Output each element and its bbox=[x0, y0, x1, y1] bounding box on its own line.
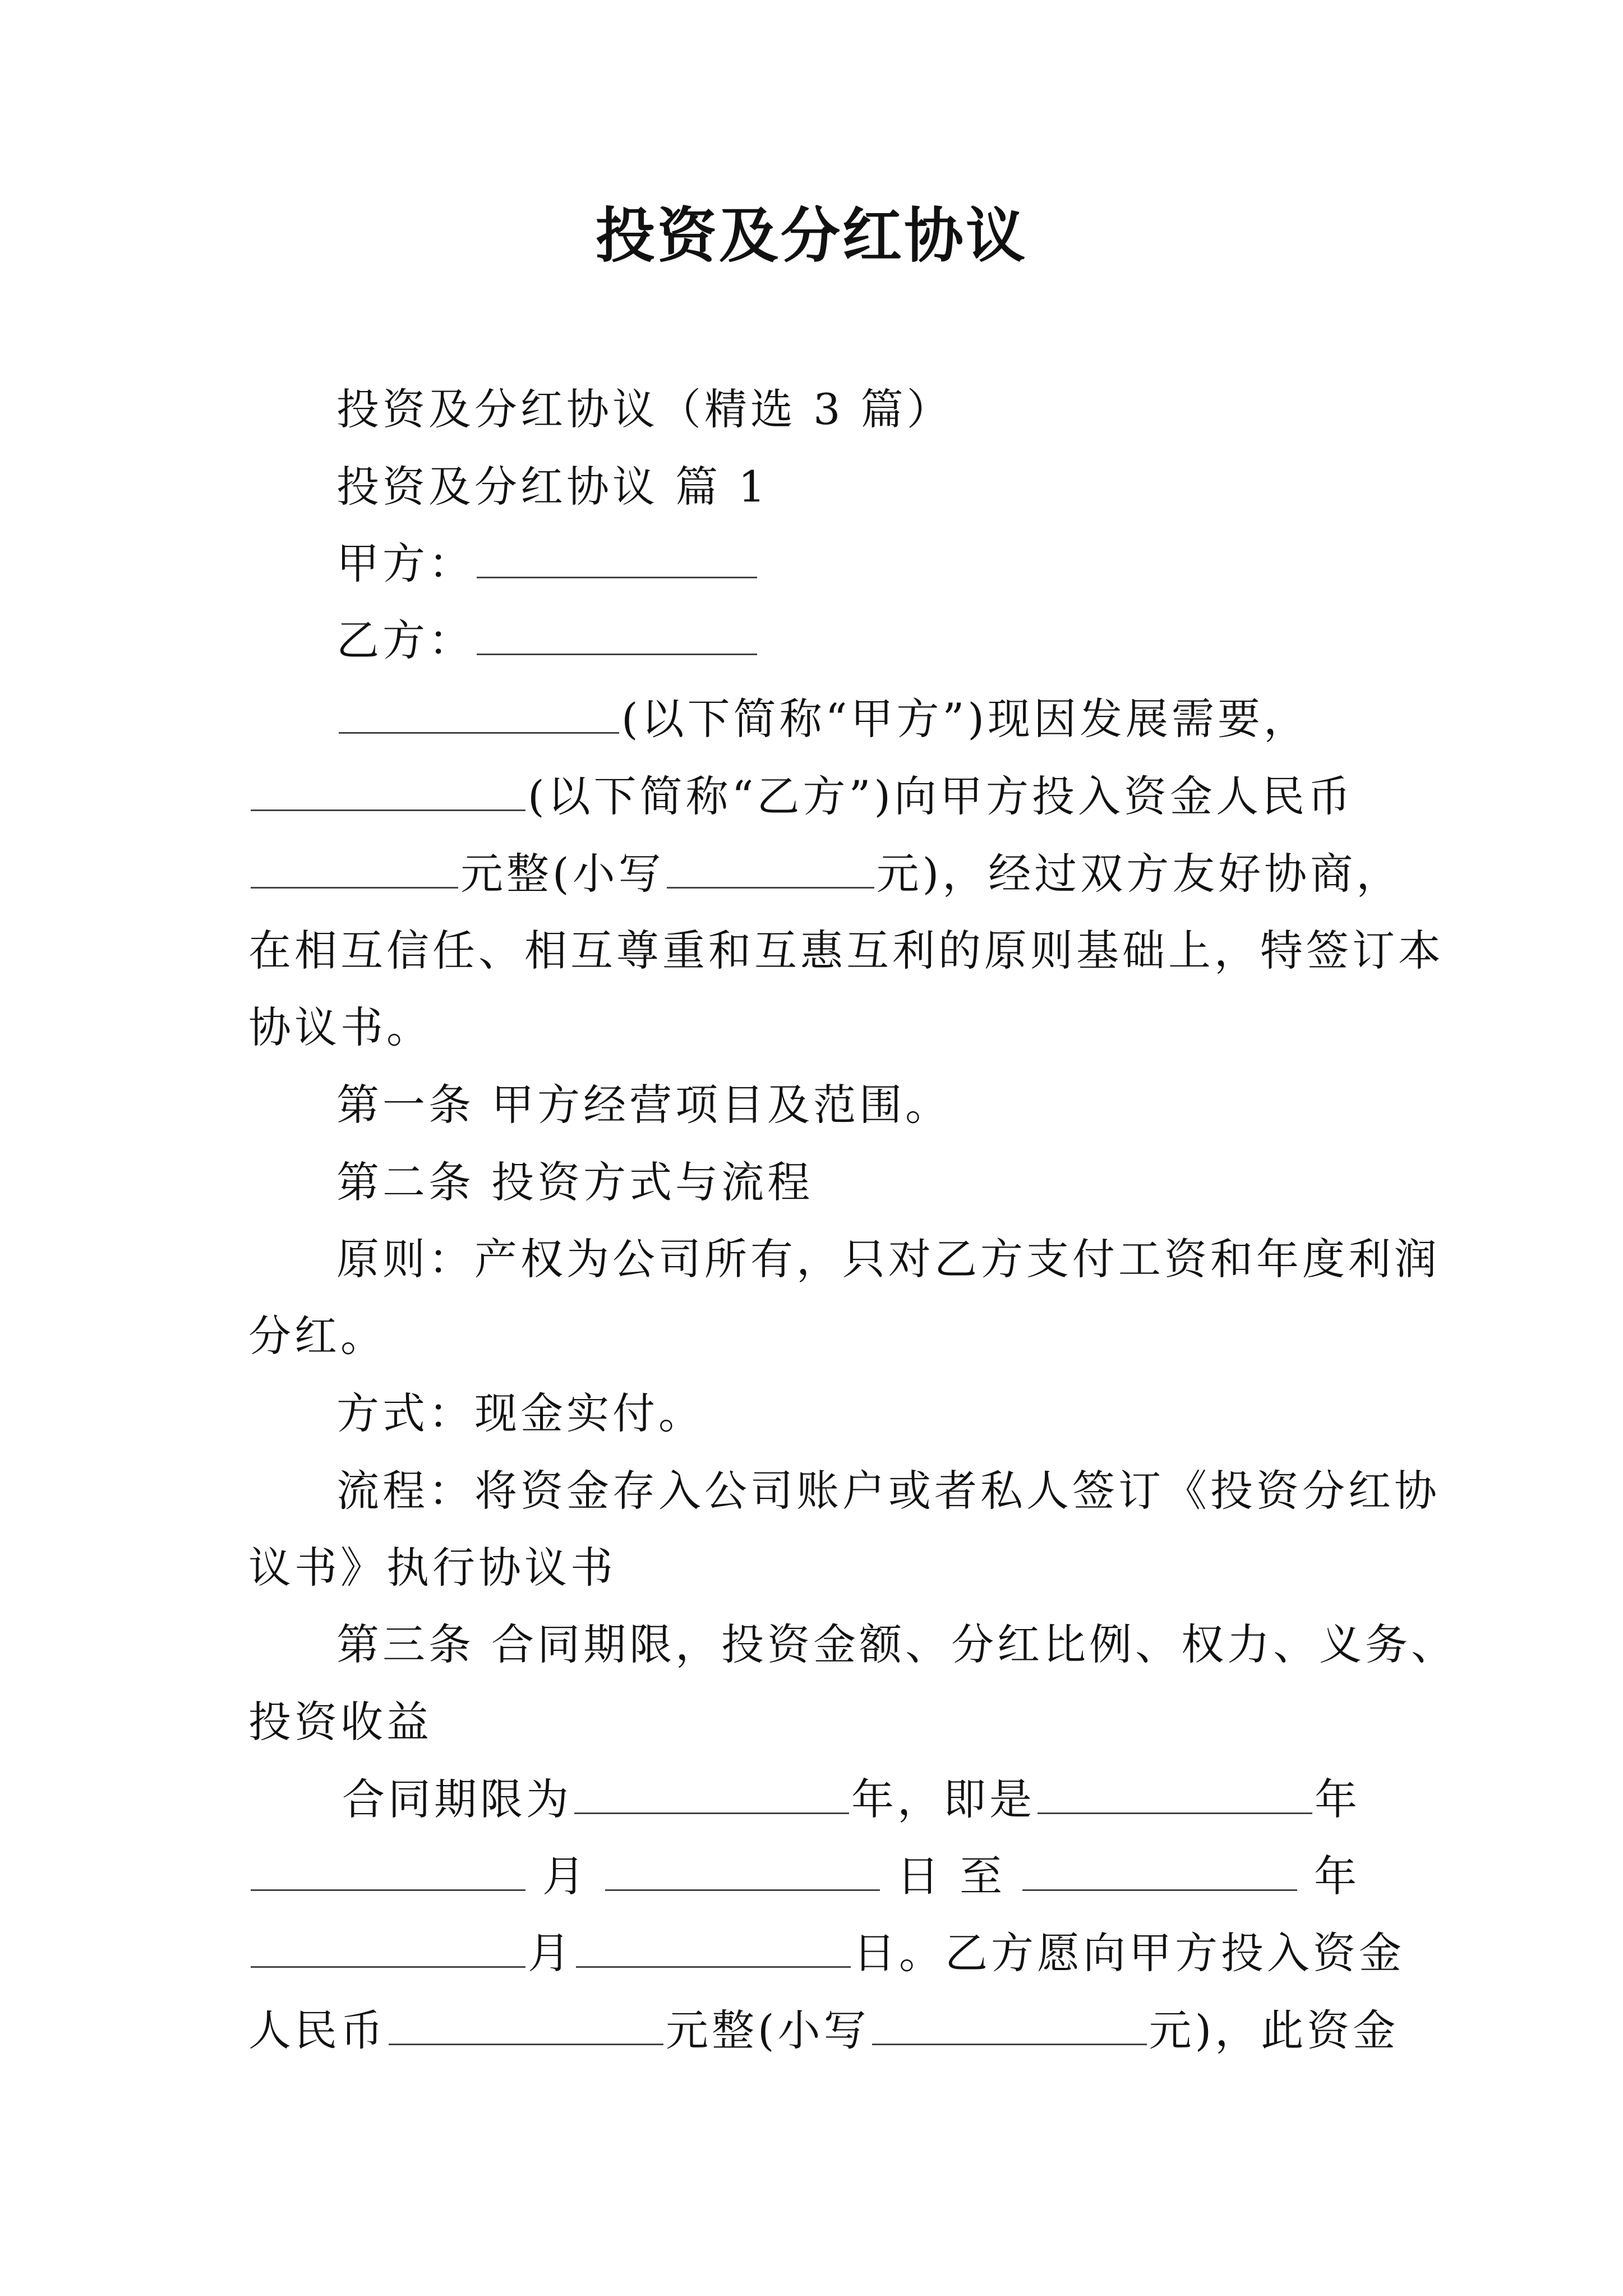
party-b-line bbox=[336, 613, 759, 669]
article-3-line2: 投资收益 bbox=[248, 1697, 432, 1747]
term-text4b: 元整(小写 bbox=[666, 2005, 870, 2055]
term-text4a: 人民币 bbox=[248, 2005, 386, 2055]
flow-line2: 议书》执行协议书 bbox=[248, 1543, 616, 1593]
party-b-name-blank bbox=[251, 772, 525, 811]
term-line4 bbox=[248, 2003, 1399, 2059]
term-text3b: 日。乙方愿向甲方投入资金 bbox=[853, 1928, 1405, 1978]
start-year-blank bbox=[1038, 1775, 1312, 1814]
article-2: 第二条 投资方式与流程 bbox=[336, 1157, 814, 1207]
term-line3 bbox=[248, 1925, 1405, 1981]
para1-text1: (以下简称“甲方”)现因发展需要， bbox=[621, 694, 1310, 744]
term-text3a: 月 bbox=[528, 1928, 574, 1978]
para1-line1 bbox=[336, 691, 1310, 747]
para1-line5: 协议书。 bbox=[248, 1002, 432, 1052]
method-line: 方式：现金实付。 bbox=[336, 1388, 704, 1438]
term-line2 bbox=[248, 1848, 1360, 1904]
article-3-line1: 第三条 合同期限，投资金额、分红比例、权力、义务、 bbox=[336, 1619, 1458, 1669]
party-a-line bbox=[336, 536, 759, 592]
term-text1c: 年 bbox=[1315, 1774, 1361, 1824]
end-year-blank bbox=[1022, 1852, 1297, 1891]
term-text2b: 日 至 bbox=[897, 1851, 1006, 1901]
principle-line1: 原则：产权为公司所有，只对乙方支付工资和年度利润 bbox=[336, 1234, 1440, 1284]
document-title: 投资及分红协议 bbox=[596, 200, 1027, 270]
party-a-blank bbox=[477, 540, 757, 578]
end-day-blank bbox=[576, 1929, 851, 1968]
principle-line2: 分红。 bbox=[248, 1311, 386, 1361]
subtitle: 投资及分红协议（精选 3 篇） bbox=[336, 384, 953, 434]
term-text1a: 合同期限为 bbox=[342, 1774, 572, 1824]
term-text1b: 年，即是 bbox=[851, 1774, 1035, 1824]
para1-line3 bbox=[248, 846, 1402, 902]
end-month-blank bbox=[251, 1929, 525, 1968]
party-a-name-blank bbox=[339, 695, 619, 734]
investment-amount-blank bbox=[389, 2007, 663, 2045]
term-text4c: 元)，此资金 bbox=[1149, 2005, 1399, 2055]
para1-text2: (以下简称“乙方”)向甲方投入资金人民币 bbox=[528, 771, 1354, 821]
amount-blank bbox=[251, 850, 458, 889]
para1-text3a: 元整(小写 bbox=[460, 849, 665, 899]
investment-lower-blank bbox=[872, 2007, 1147, 2045]
para1-text3b: 元)，经过双方友好协商， bbox=[876, 849, 1403, 899]
section-heading: 投资及分红协议 篇 1 bbox=[336, 462, 769, 512]
amount-lower-blank bbox=[667, 850, 874, 889]
term-text2a: 月 bbox=[542, 1851, 588, 1901]
party-a-label: 甲方： bbox=[336, 539, 474, 588]
term-line1 bbox=[342, 1772, 1361, 1828]
article-1: 第一条 甲方经营项目及范围。 bbox=[336, 1080, 952, 1130]
term-years-blank bbox=[574, 1775, 849, 1814]
para1-line4: 在相互信任、相互尊重和互惠互利的原则基础上，特签订本 bbox=[248, 926, 1444, 976]
party-b-label: 乙方： bbox=[336, 615, 474, 665]
para1-line2 bbox=[248, 769, 1354, 825]
flow-line1: 流程：将资金存入公司账户或者私人签订《投资分红协 bbox=[336, 1466, 1440, 1516]
party-b-blank bbox=[477, 616, 757, 655]
start-day-blank bbox=[605, 1852, 880, 1891]
term-text2c: 年 bbox=[1314, 1851, 1361, 1901]
start-month-blank bbox=[251, 1852, 525, 1891]
